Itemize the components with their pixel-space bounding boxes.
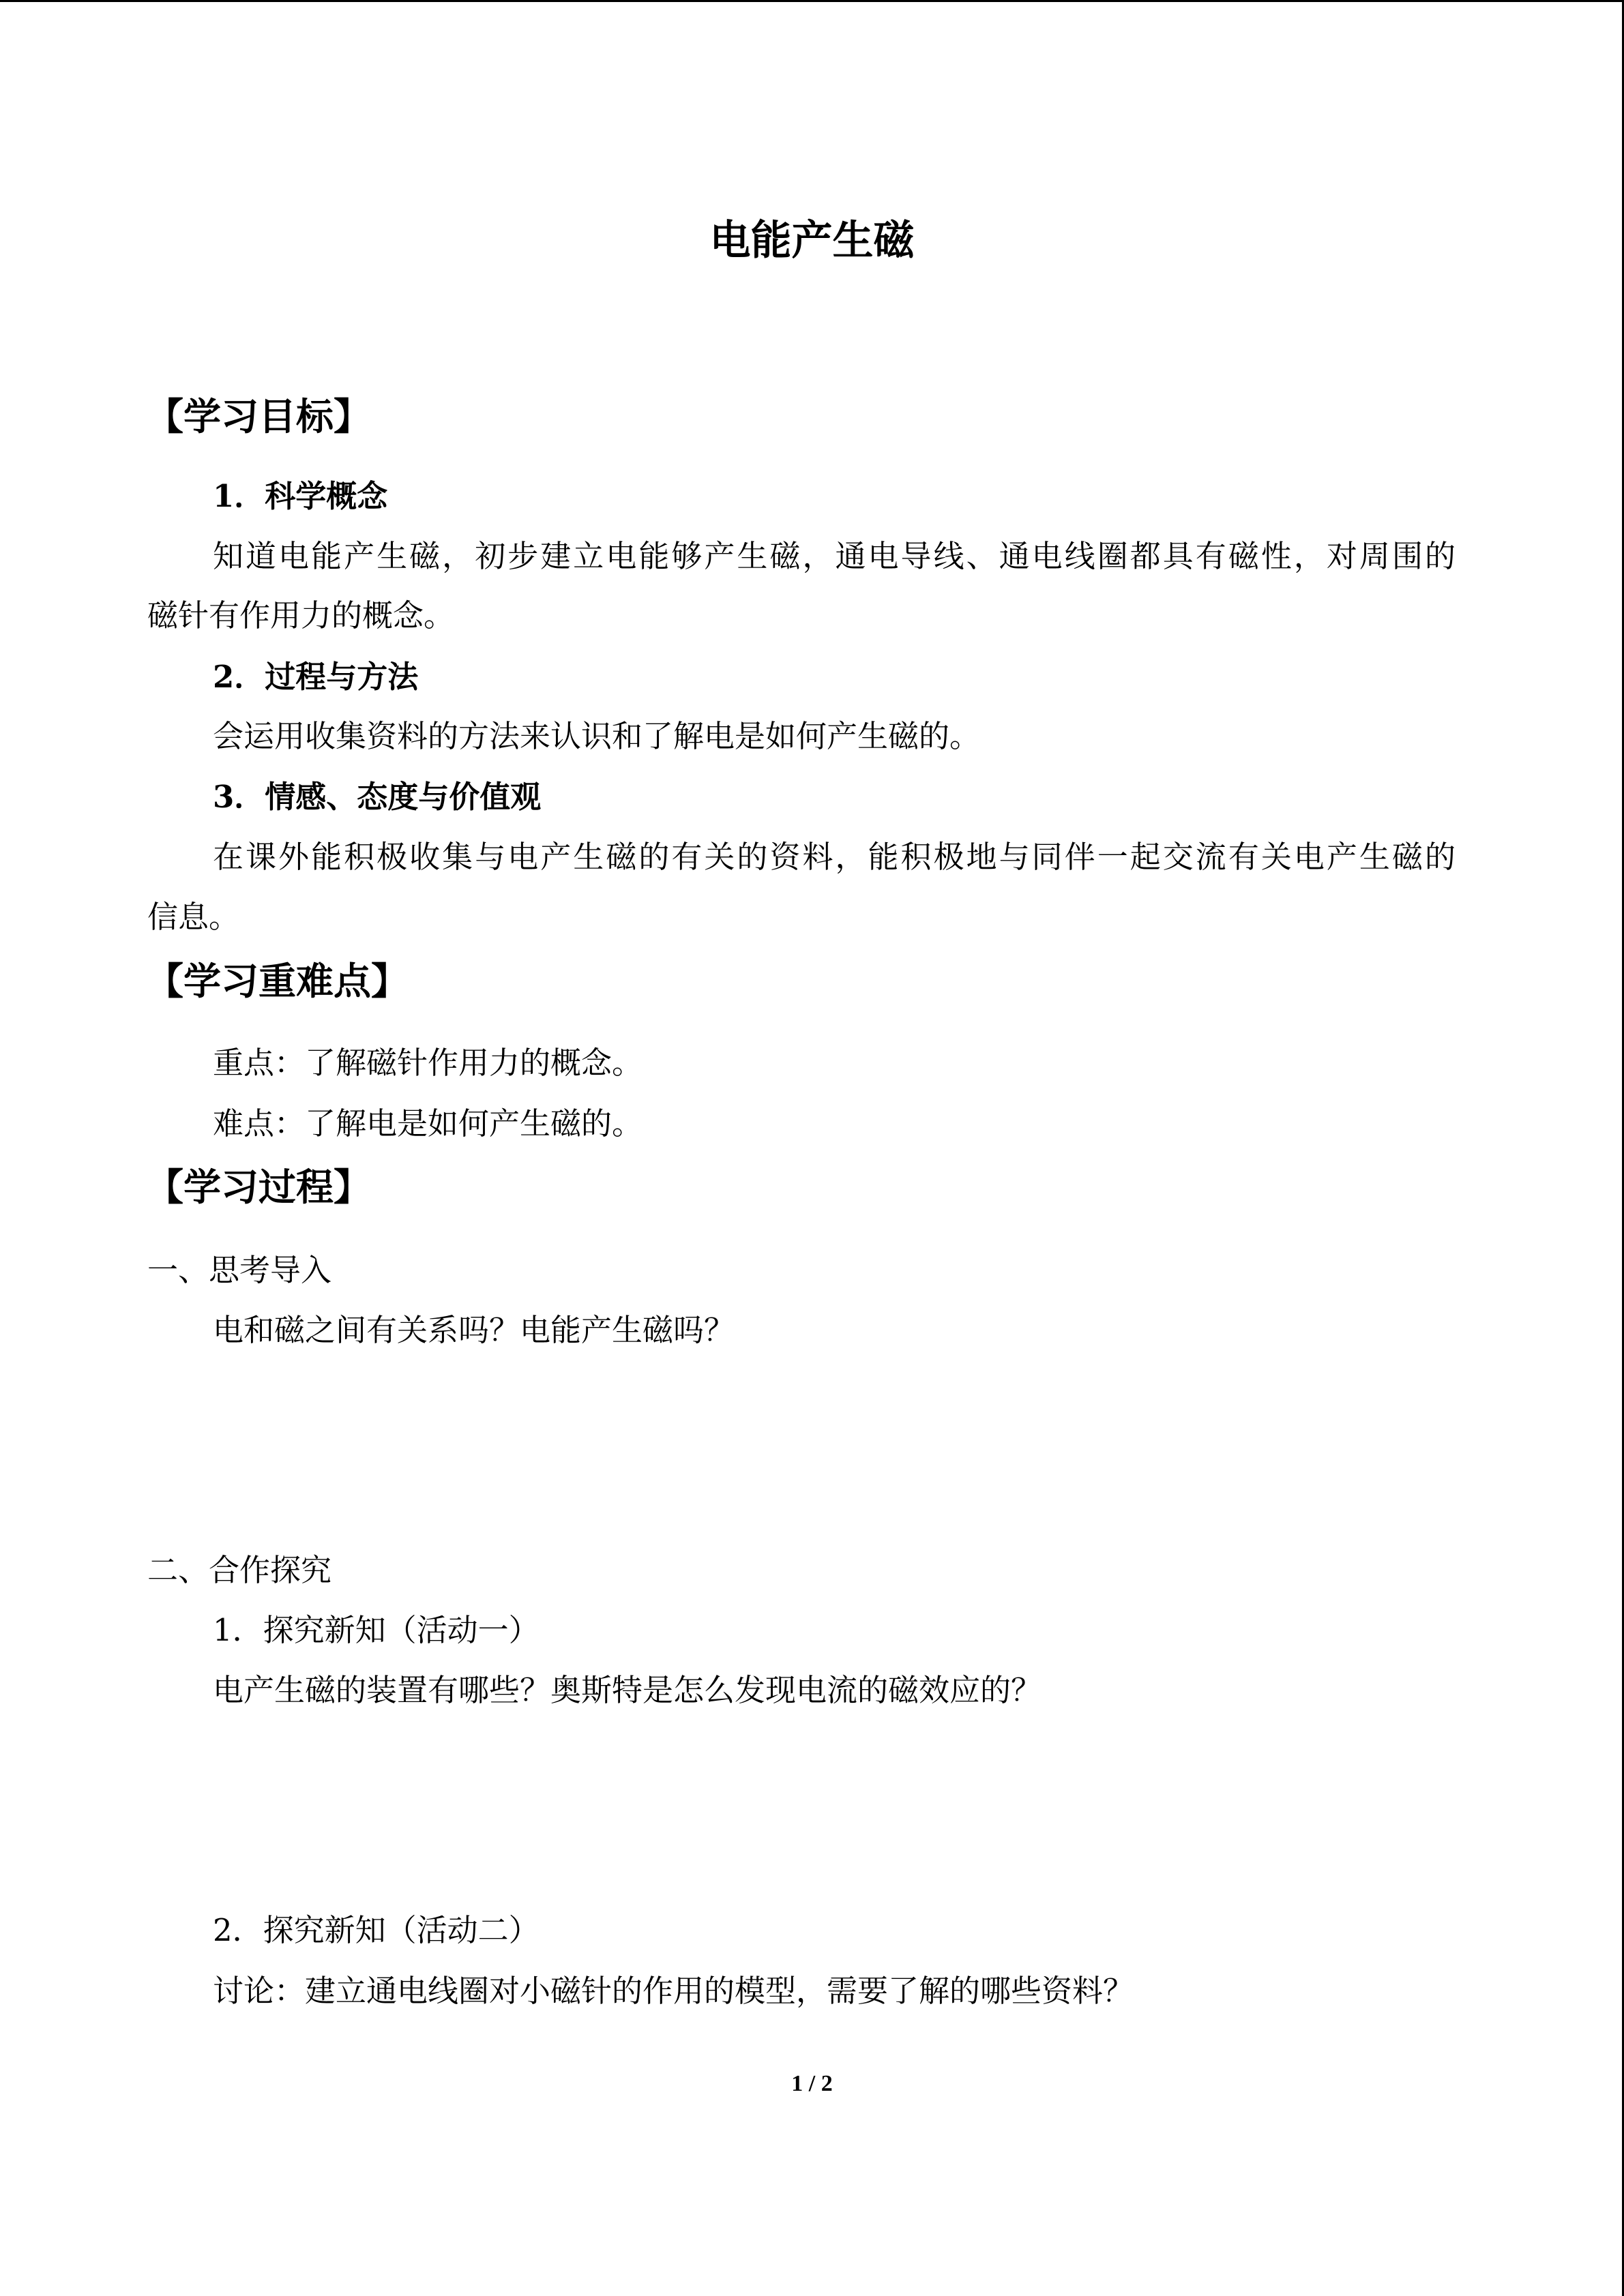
goal-item-1-heading: 1．科学概念 bbox=[213, 478, 388, 514]
keypoint-difficult: 难点：了解电是如何产生磁的。 bbox=[213, 1105, 643, 1142]
activity-2-heading: 2．探究新知（活动二） bbox=[213, 1912, 540, 1948]
activity-1-question: 电产生磁的装置有哪些？奥斯特是怎么发现电流的磁效应的？ bbox=[213, 1672, 1042, 1708]
goal-item-3-text-line-1: 在课外能积极收集与电产生磁的有关的资料，能积极地与同伴一起交流有关电产生磁的 bbox=[213, 839, 1456, 875]
section-heading-keypoints: 【学习重难点】 bbox=[146, 959, 409, 1003]
goal-item-1-text-line-2: 磁针有作用力的概念。 bbox=[147, 597, 455, 633]
goal-item-2-text: 会运用收集资料的方法来认识和了解电是如何产生磁的。 bbox=[213, 718, 981, 754]
process-part-1-heading: 一、思考导入 bbox=[147, 1252, 332, 1288]
goal-item-3-text-line-2: 信息。 bbox=[147, 899, 240, 935]
section-heading-goals: 【学习目标】 bbox=[146, 394, 372, 438]
goal-item-3-heading: 3．情感、态度与价值观 bbox=[213, 779, 542, 815]
process-part-2-heading: 二、合作探究 bbox=[147, 1552, 332, 1588]
goal-item-2-heading: 2．过程与方法 bbox=[213, 659, 419, 695]
process-part-1-question: 电和磁之间有关系吗？电能产生磁吗？ bbox=[213, 1312, 735, 1348]
activity-1-heading: 1．探究新知（活动一） bbox=[213, 1612, 540, 1648]
activity-2-question: 讨论：建立通电线圈对小磁针的作用的模型，需要了解的哪些资料？ bbox=[213, 1973, 1134, 2009]
page-number: 1 / 2 bbox=[791, 2071, 833, 2096]
keypoint-key: 重点：了解磁针作用力的概念。 bbox=[213, 1045, 643, 1081]
goal-item-1-text-line-1: 知道电能产生磁，初步建立电能够产生磁，通电导线、通电线圈都具有磁性，对周围的 bbox=[213, 538, 1456, 574]
section-heading-process: 【学习过程】 bbox=[146, 1165, 372, 1209]
page-title: 电能产生磁 bbox=[709, 217, 915, 265]
